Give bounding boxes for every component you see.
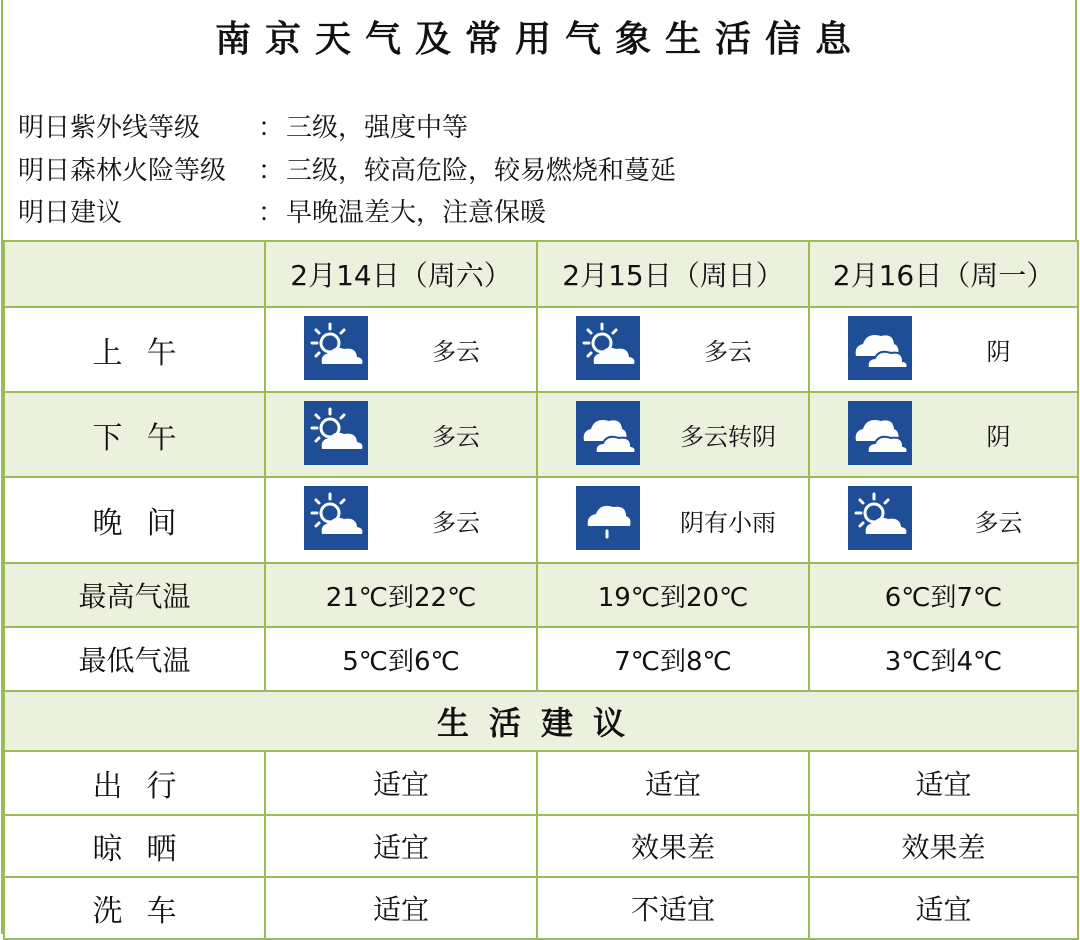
weather-text: 多云	[432, 423, 480, 451]
weather-cell-afternoon-day2	[537, 392, 809, 477]
weather-cell-content	[810, 393, 1077, 476]
weather-cell-content	[538, 393, 808, 476]
weather-text: 多云	[432, 508, 480, 537]
period-label-afternoon: 下午	[4, 392, 265, 477]
life-row-travel	[4, 751, 1078, 815]
temp-row-high	[4, 563, 1078, 627]
overcast-icon	[848, 316, 912, 380]
weather-cell-afternoon-day1	[265, 392, 537, 477]
partly-cloudy-icon	[848, 486, 912, 550]
info-uv-label: 明日紫外线等级	[18, 113, 201, 143]
life-travel-day1: 适宜	[265, 751, 537, 815]
weather-cell-content	[810, 308, 1077, 391]
period-label-morning: 上午	[4, 307, 265, 392]
temp-low-day1: 5℃到6℃	[265, 627, 537, 691]
weather-text: 阴	[986, 423, 1011, 451]
period-row-afternoon	[4, 392, 1078, 477]
weather-text: 阴有小雨	[680, 508, 776, 537]
life-row-carwash	[4, 877, 1078, 939]
info-fire-value: 三级，较高危险，较易燃烧和蔓延	[286, 156, 677, 186]
weather-cell-evening-day1	[265, 477, 537, 563]
day-header-2: 2月15日（周日）	[537, 241, 809, 307]
day-header-row	[4, 241, 1078, 307]
weather-text: 阴	[986, 338, 1011, 366]
info-advice-colon: ：	[258, 198, 285, 228]
temp-low-day2: 7℃到8℃	[537, 627, 809, 691]
period-row-morning	[4, 307, 1078, 392]
weather-text: 多云	[704, 338, 752, 366]
partly-cloudy-icon	[576, 316, 640, 380]
weather-cell-content	[266, 393, 536, 476]
day-header-3: 2月16日（周一）	[809, 241, 1078, 307]
weather-text: 多云	[974, 508, 1023, 537]
info-fire-colon: ：	[258, 156, 285, 186]
weather-cell-content	[266, 478, 536, 562]
info-fire-label: 明日森林火险等级	[18, 156, 227, 186]
overcast-icon	[848, 401, 912, 465]
page-title: 南京天气及常用气象生活信息	[214, 18, 865, 60]
temp-high-day1: 21℃到22℃	[265, 563, 537, 627]
temp-row-low	[4, 627, 1078, 691]
life-carwash-day3: 适宜	[809, 877, 1078, 939]
life-travel-label: 出行	[4, 751, 265, 815]
light-rain-icon	[576, 486, 640, 550]
life-travel-day3: 适宜	[809, 751, 1078, 815]
corner-cell	[4, 241, 265, 307]
temp-high-day3: 6℃到7℃	[809, 563, 1078, 627]
period-label-evening: 晚间	[4, 477, 265, 563]
temp-high-day2: 19℃到20℃	[537, 563, 809, 627]
life-carwash-day1: 适宜	[265, 877, 537, 939]
partly-cloudy-icon	[304, 401, 368, 465]
life-drying-label: 晾晒	[4, 815, 265, 877]
life-carwash-label: 洗车	[4, 877, 265, 939]
weather-cell-morning-day1	[265, 307, 537, 392]
weather-text: 多云转阴	[680, 423, 776, 451]
period-row-evening	[4, 477, 1078, 563]
life-header-row	[4, 691, 1078, 751]
overcast-icon	[576, 401, 640, 465]
weather-cell-content	[810, 478, 1077, 562]
partly-cloudy-icon	[304, 316, 368, 380]
weather-cell-content	[538, 478, 808, 562]
life-drying-day3: 效果差	[809, 815, 1078, 877]
weather-cell-content	[266, 308, 536, 391]
weather-cell-afternoon-day3	[809, 392, 1078, 477]
temp-low-day3: 3℃到4℃	[809, 627, 1078, 691]
temp-low-label: 最低气温	[4, 627, 265, 691]
info-advice-label: 明日建议	[18, 198, 123, 228]
life-row-drying	[4, 815, 1078, 877]
weather-cell-content	[538, 308, 808, 391]
weather-cell-morning-day3	[809, 307, 1078, 392]
weather-cell-evening-day2	[537, 477, 809, 563]
weather-cell-morning-day2	[537, 307, 809, 392]
life-drying-day1: 适宜	[265, 815, 537, 877]
info-uv-value: 三级，强度中等	[286, 113, 469, 143]
life-header: 生活建议	[4, 691, 1078, 751]
life-carwash-day2: 不适宜	[537, 877, 809, 939]
info-advice-value: 早晚温差大，注意保暖	[286, 198, 547, 228]
temp-high-label: 最高气温	[4, 563, 265, 627]
partly-cloudy-icon	[304, 486, 368, 550]
weather-cell-evening-day3	[809, 477, 1078, 563]
day-header-1: 2月14日（周六）	[265, 241, 537, 307]
weather-text: 多云	[432, 338, 480, 366]
life-travel-day2: 适宜	[537, 751, 809, 815]
life-drying-day2: 效果差	[537, 815, 809, 877]
forecast-table	[3, 240, 1079, 940]
info-uv-colon: ：	[258, 113, 285, 143]
